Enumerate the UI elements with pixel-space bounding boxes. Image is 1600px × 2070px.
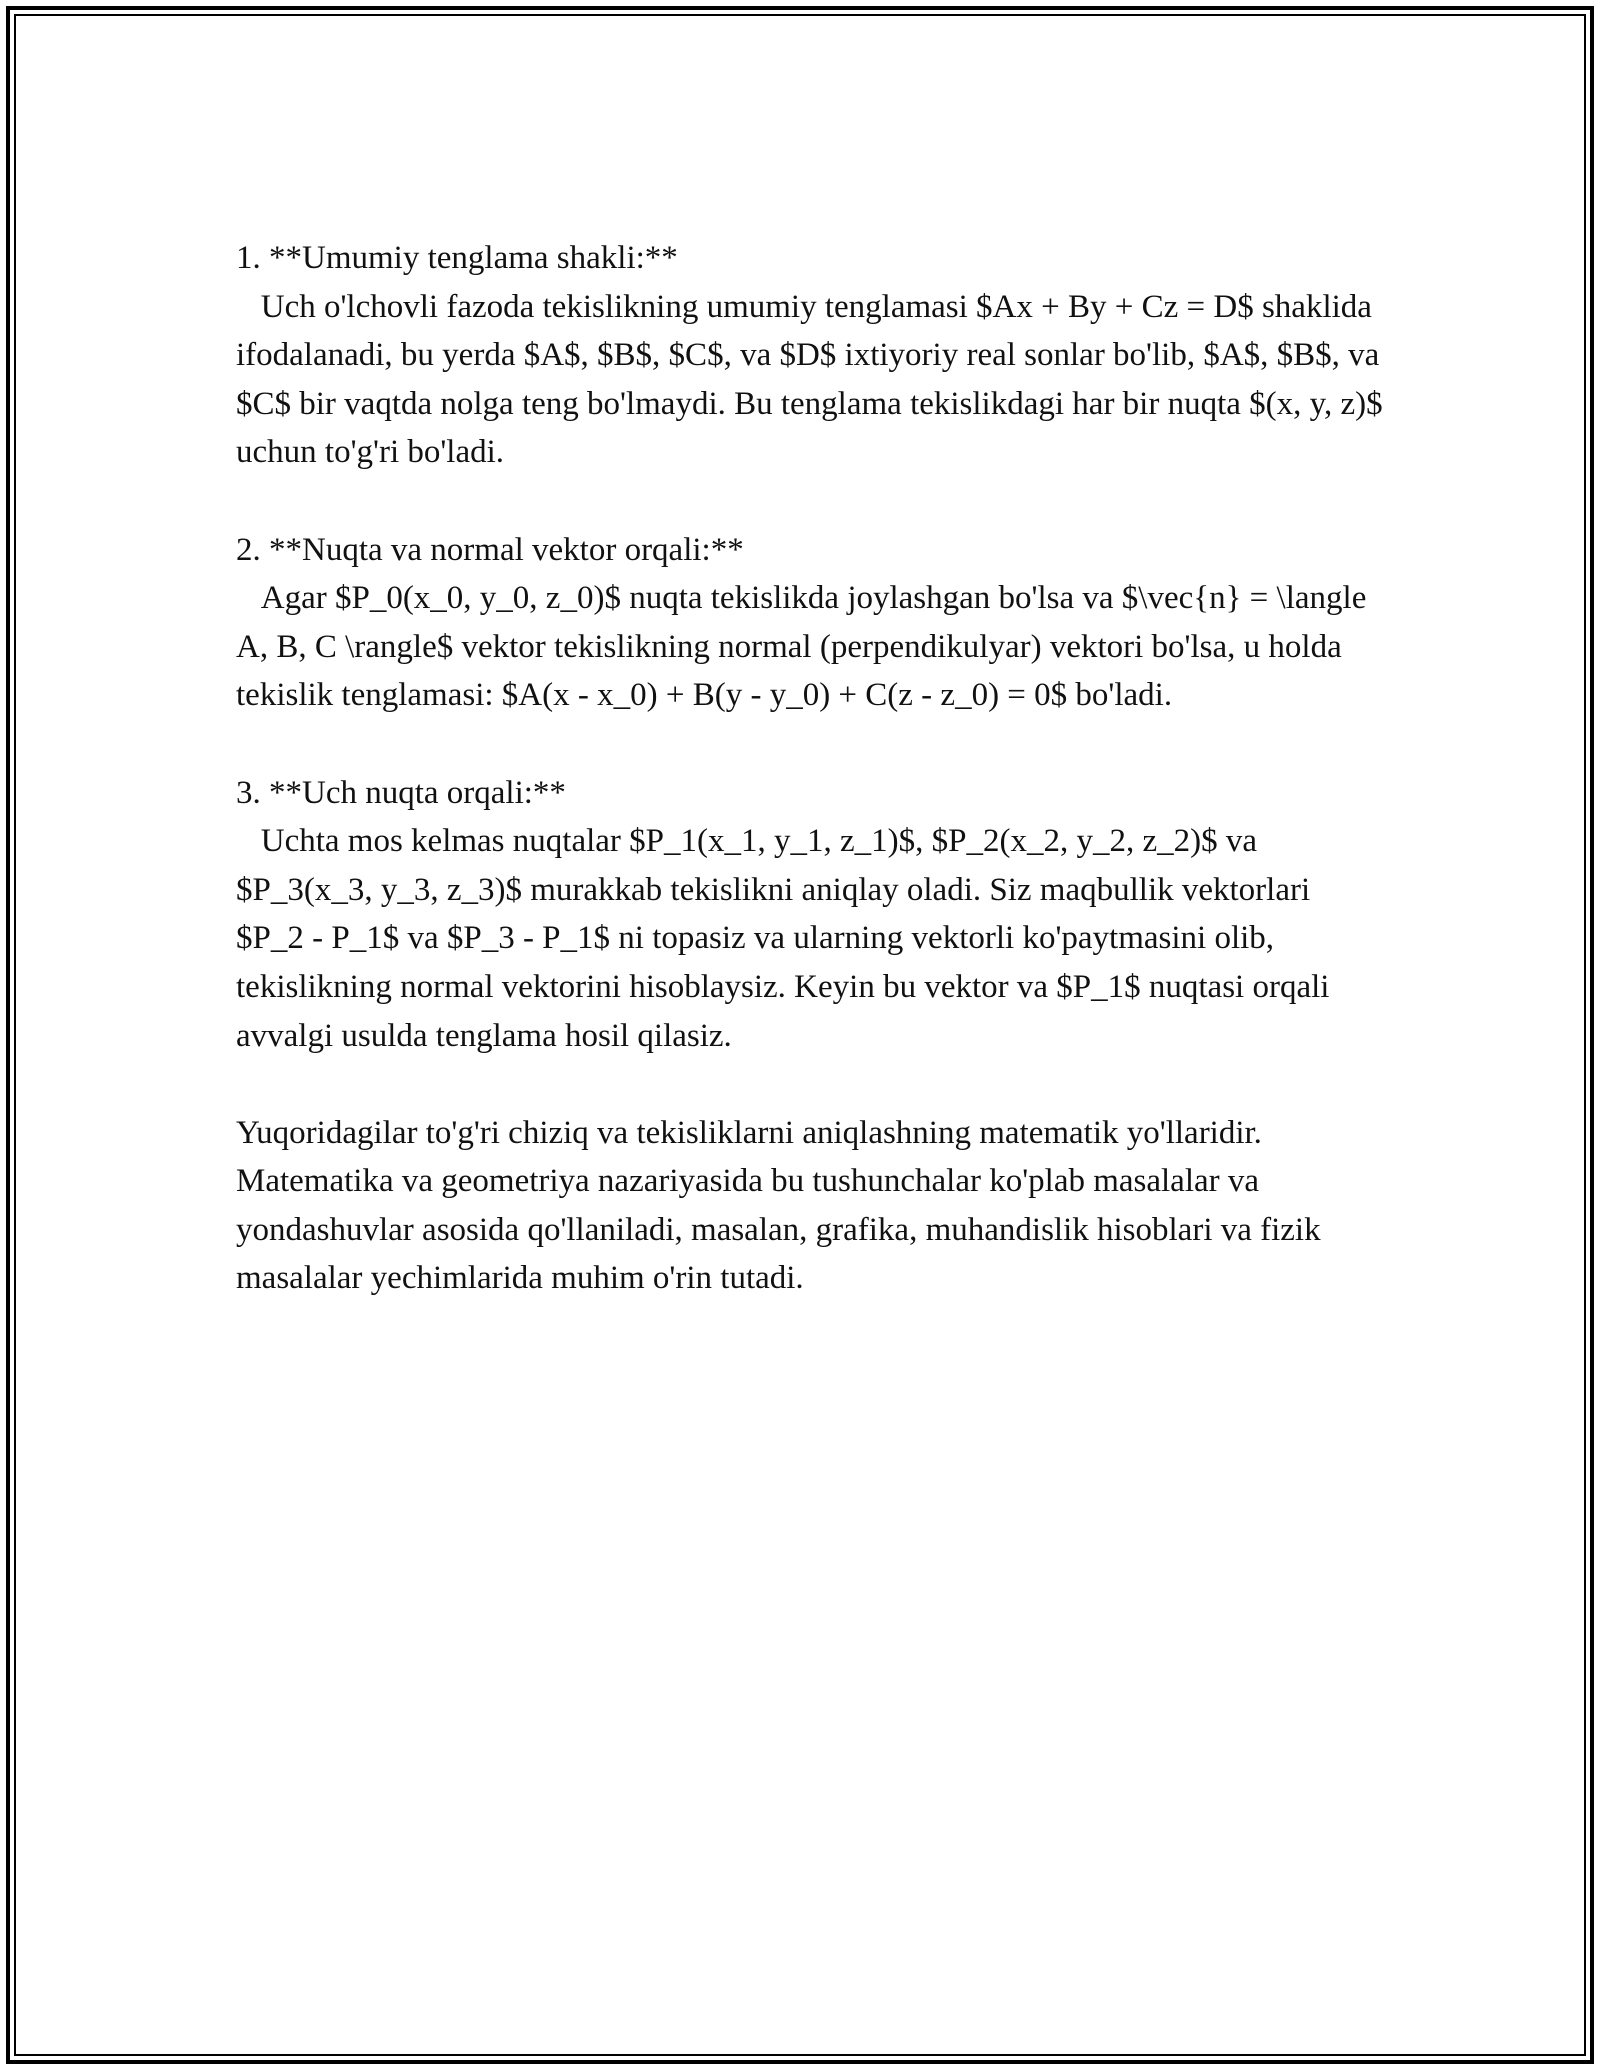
section-heading: 3. **Uch nuqta orqali:**: [236, 774, 566, 811]
section-body: Uch o'lchovli fazoda tekislikning umumiy tenglamasi $Ax + By + Cz = D$ shaklida ifodalanadi, bu yerda $A$, $B$, $C$, va $D$ ixtiyoriy real sonlar bo'lib, $A$, $B$, va $C$ bir vaqtda nolga teng bo'lmaydi. Bu tenglama tekislikdagi har bir nuqta $(x, y, z)$ uchun to'g'ri bo'ladi.: [236, 288, 1391, 471]
section-heading: 1. **Umumiy tenglama shakli:**: [236, 240, 678, 276]
section-three-points: [236, 769, 1386, 1061]
section-body: Uchta mos kelmas nuqtalar $P_1(x_1, y_1, z_1)$, $P_2(x_2, y_2, z_2)$ va $P_3(x_3, y_3, z_3)$ murakkab tekislikni aniqlay oladi. Siz maqbullik vektorlari $P_2 - P_1$ va $P_3 - P_1$ ni topasiz va ularning vektorli ko'paytmasini olib, tekislikning normal vektorini hisoblaysiz. Keyin bu vektor va $P_1$ nuqtasi orqali avvalgi usulda tenglama hosil qilasiz.: [236, 823, 1338, 1054]
closing-paragraph: Yuqoridagilar to'g'ri chiziq va tekisliklarni aniqlashning matematik yo'llaridir. Matematika va geometriya nazariyasida bu tushunchalar ko'plab masalalar va yondashuvlar asosida qo'llaniladi, masalan, grafika, muhandislik hisoblari va fizik masalalar yechimlarida muhim o'rin tutadi.: [236, 1114, 1329, 1297]
document-text: [236, 234, 1391, 1303]
section-heading: 2. **Nuqta va normal vektor orqali:**: [236, 531, 744, 568]
section-general-equation: [236, 234, 1391, 477]
section-body: Agar $P_0(x_0, y_0, z_0)$ nuqta tekislikda joylashgan bo'lsa va $\vec{n} = \langle A, B, C \rangle$ vektor tekislikning normal (perpendikulyar) vektori bo'lsa, u holda tekislik tenglamasi: $A(x - x_0) + B(y - y_0) + C(z - z_0) = 0$ bo'ladi.: [236, 580, 1373, 714]
section-point-normal: [236, 526, 1386, 720]
